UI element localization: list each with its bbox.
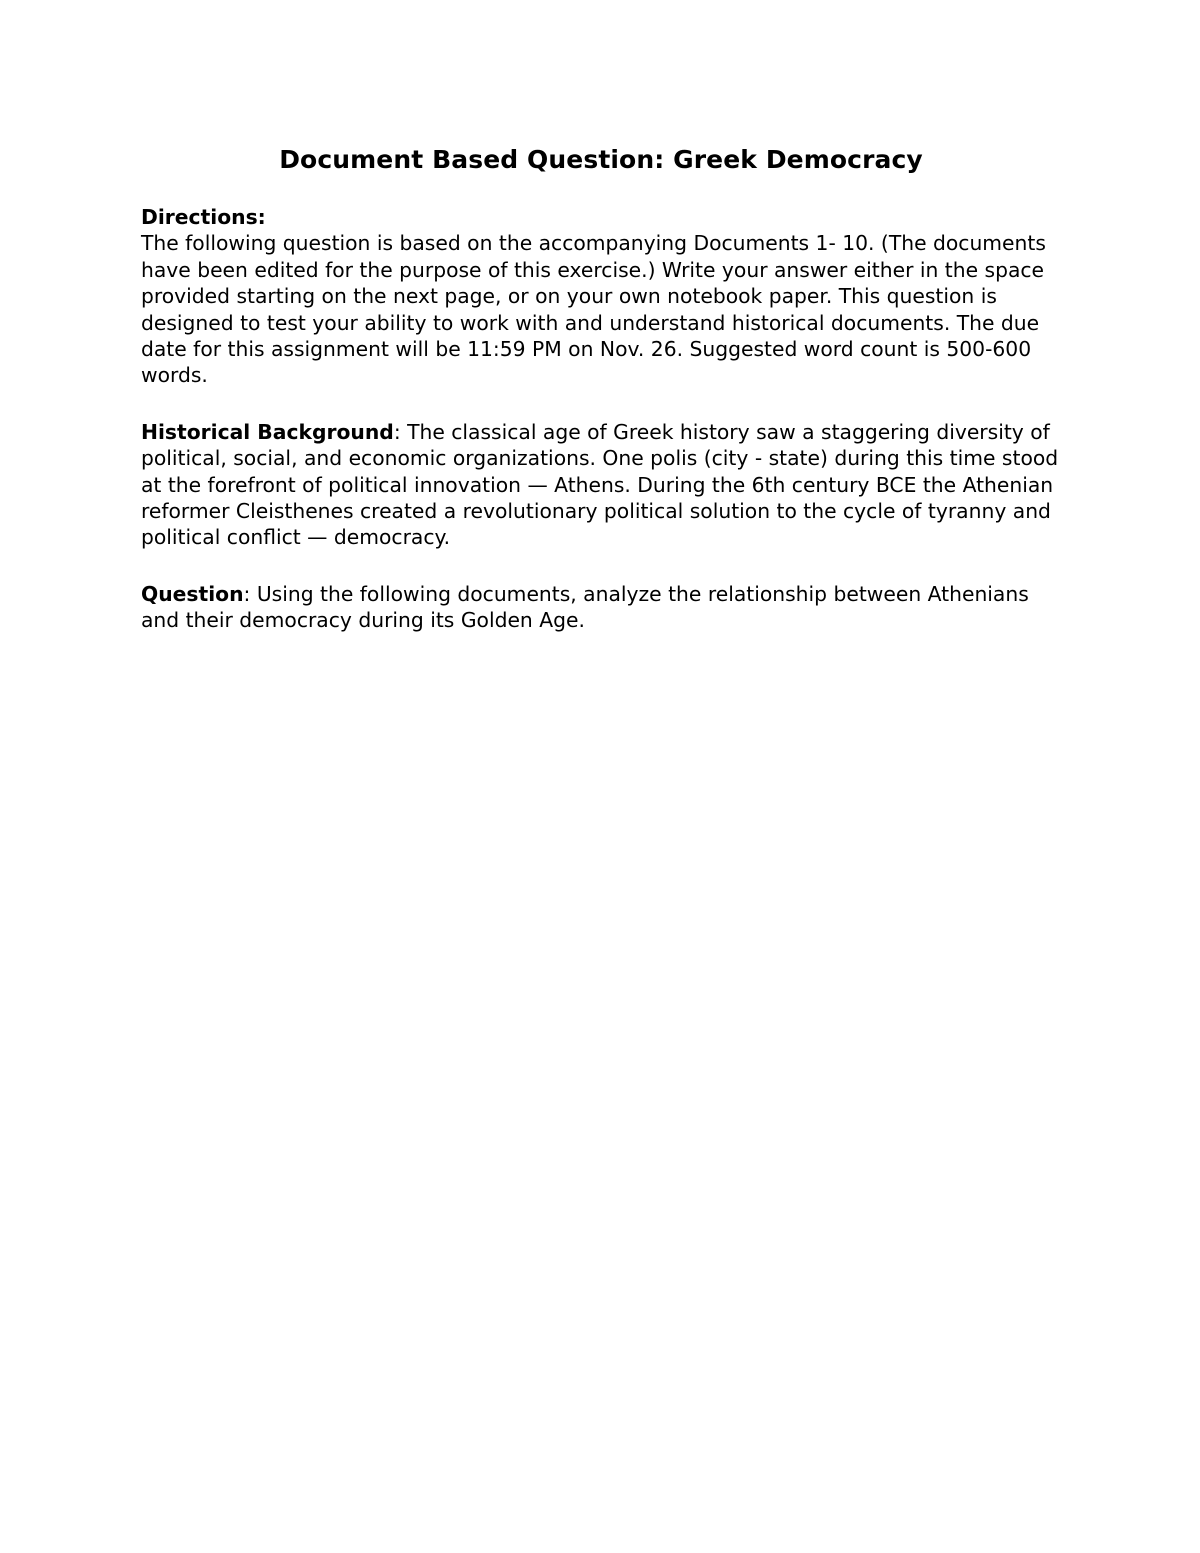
question-paragraph [141,581,1061,634]
directions-heading: Directions: [141,205,266,229]
question-text: Using the following documents, analyze the relationship between Athenians and their democracy during its Golden Age. [141,581,1029,633]
historical-background-label: Historical Background [141,419,394,444]
document-title: Document Based Question: Greek Democracy [279,145,923,174]
historical-background-paragraph [141,419,1061,551]
question-label: Question [141,581,244,606]
document-content [141,142,1061,634]
historical-background-separator: : [393,419,401,444]
directions-text: The following question is based on the accompanying Documents 1- 10. (The documents have been edited for the purpose of this exercise.) Write your answer either in the space provided starting on the next page, or on your own notebook paper. This question is designed to test your ability to work with and understand historical documents. The due date for this assignment will be 11:59 PM on Nov. 26. Suggested word count is 500-600 words. [141,231,1046,388]
question-separator: : [243,581,251,606]
historical-background-text: The classical age of Greek history saw a staggering diversity of political, social, and economic organizations. One polis (city - state) during this time stood at the forefront of political innovation — Athens. During the 6th century BCE the Athenian reformer Cleisthenes created a revolutionary political solution to the cycle of tyranny and political conflict — democracy. [141,419,1059,550]
